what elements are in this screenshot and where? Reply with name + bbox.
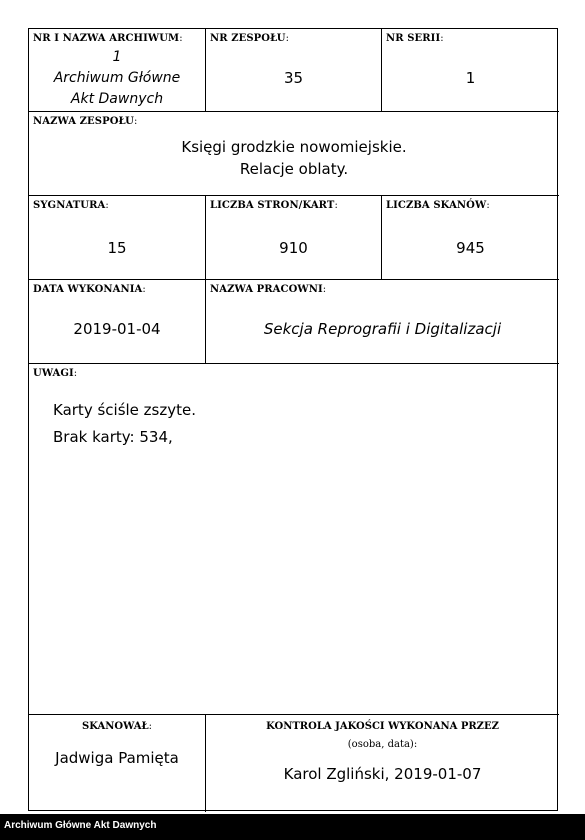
- fonds-name-value: [29, 136, 559, 180]
- archive-name-line2: Akt Dawnych: [70, 91, 164, 107]
- series-number-value: 1: [465, 69, 476, 87]
- series-number-label: NR SERII:: [386, 33, 444, 44]
- notes-cell: [29, 364, 559, 715]
- notes-line1: Karty ściśle zszyte.: [53, 401, 196, 419]
- fonds-name-cell: [29, 112, 559, 196]
- quality-control-cell: [206, 715, 559, 812]
- fonds-name-line1: Księgi grodzkie nowomiejskie.: [181, 138, 407, 156]
- quality-control-sublabel: (osoba, data):: [347, 739, 418, 750]
- fonds-name-label: NAZWA ZESPOŁU:: [33, 116, 138, 127]
- fonds-number-cell: [206, 29, 382, 112]
- signature-cell: [29, 196, 206, 280]
- archive-name-line1: Archiwum Główne: [53, 70, 181, 86]
- pages-value: 910: [279, 239, 308, 257]
- fonds-number-label: NR ZESPOŁU:: [210, 33, 290, 44]
- footer-text: Archiwum Główne Akt Dawnych: [4, 820, 157, 831]
- notes-value: [53, 397, 196, 451]
- footer-bar: [0, 814, 585, 840]
- signature-label: SYGNATURA:: [33, 200, 109, 211]
- fonds-number-value: 35: [283, 69, 304, 87]
- series-number-cell: [382, 29, 559, 112]
- date-label: DATA WYKONANIA:: [33, 284, 146, 295]
- pages-label: LICZBA STRON/KART:: [210, 200, 338, 211]
- notes-label: UWAGI:: [33, 368, 78, 379]
- quality-control-label: KONTROLA JAKOŚCI WYKONANA PRZEZ: [266, 721, 499, 732]
- notes-line2: Brak karty: 534,: [53, 428, 173, 446]
- archive-number: 1: [112, 49, 122, 65]
- scanned-by-value: Jadwiga Pamięta: [55, 749, 179, 767]
- scans-cell: [382, 196, 559, 280]
- quality-control-value: Karol Zgliński, 2019-01-07: [283, 765, 482, 783]
- pages-cell: [206, 196, 382, 280]
- date-value: 2019-01-04: [73, 320, 161, 338]
- scans-value: 945: [456, 239, 485, 257]
- workshop-label: NAZWA PRACOWNI:: [210, 284, 327, 295]
- archive-cell: [29, 29, 206, 112]
- date-cell: [29, 280, 206, 364]
- scanned-by-label: SKANOWAŁ:: [82, 721, 152, 732]
- fonds-name-line2: Relacje oblaty.: [239, 160, 349, 178]
- workshop-cell: [206, 280, 559, 364]
- archive-value: [29, 47, 205, 110]
- scanned-by-cell: [29, 715, 206, 812]
- archive-label: NR I NAZWA ARCHIWUM:: [33, 33, 183, 44]
- scans-label: LICZBA SKANÓW:: [386, 200, 490, 211]
- signature-value: 15: [107, 239, 127, 257]
- archive-scan-form: [28, 28, 558, 811]
- workshop-value: Sekcja Reprografii i Digitalizacji: [263, 320, 502, 338]
